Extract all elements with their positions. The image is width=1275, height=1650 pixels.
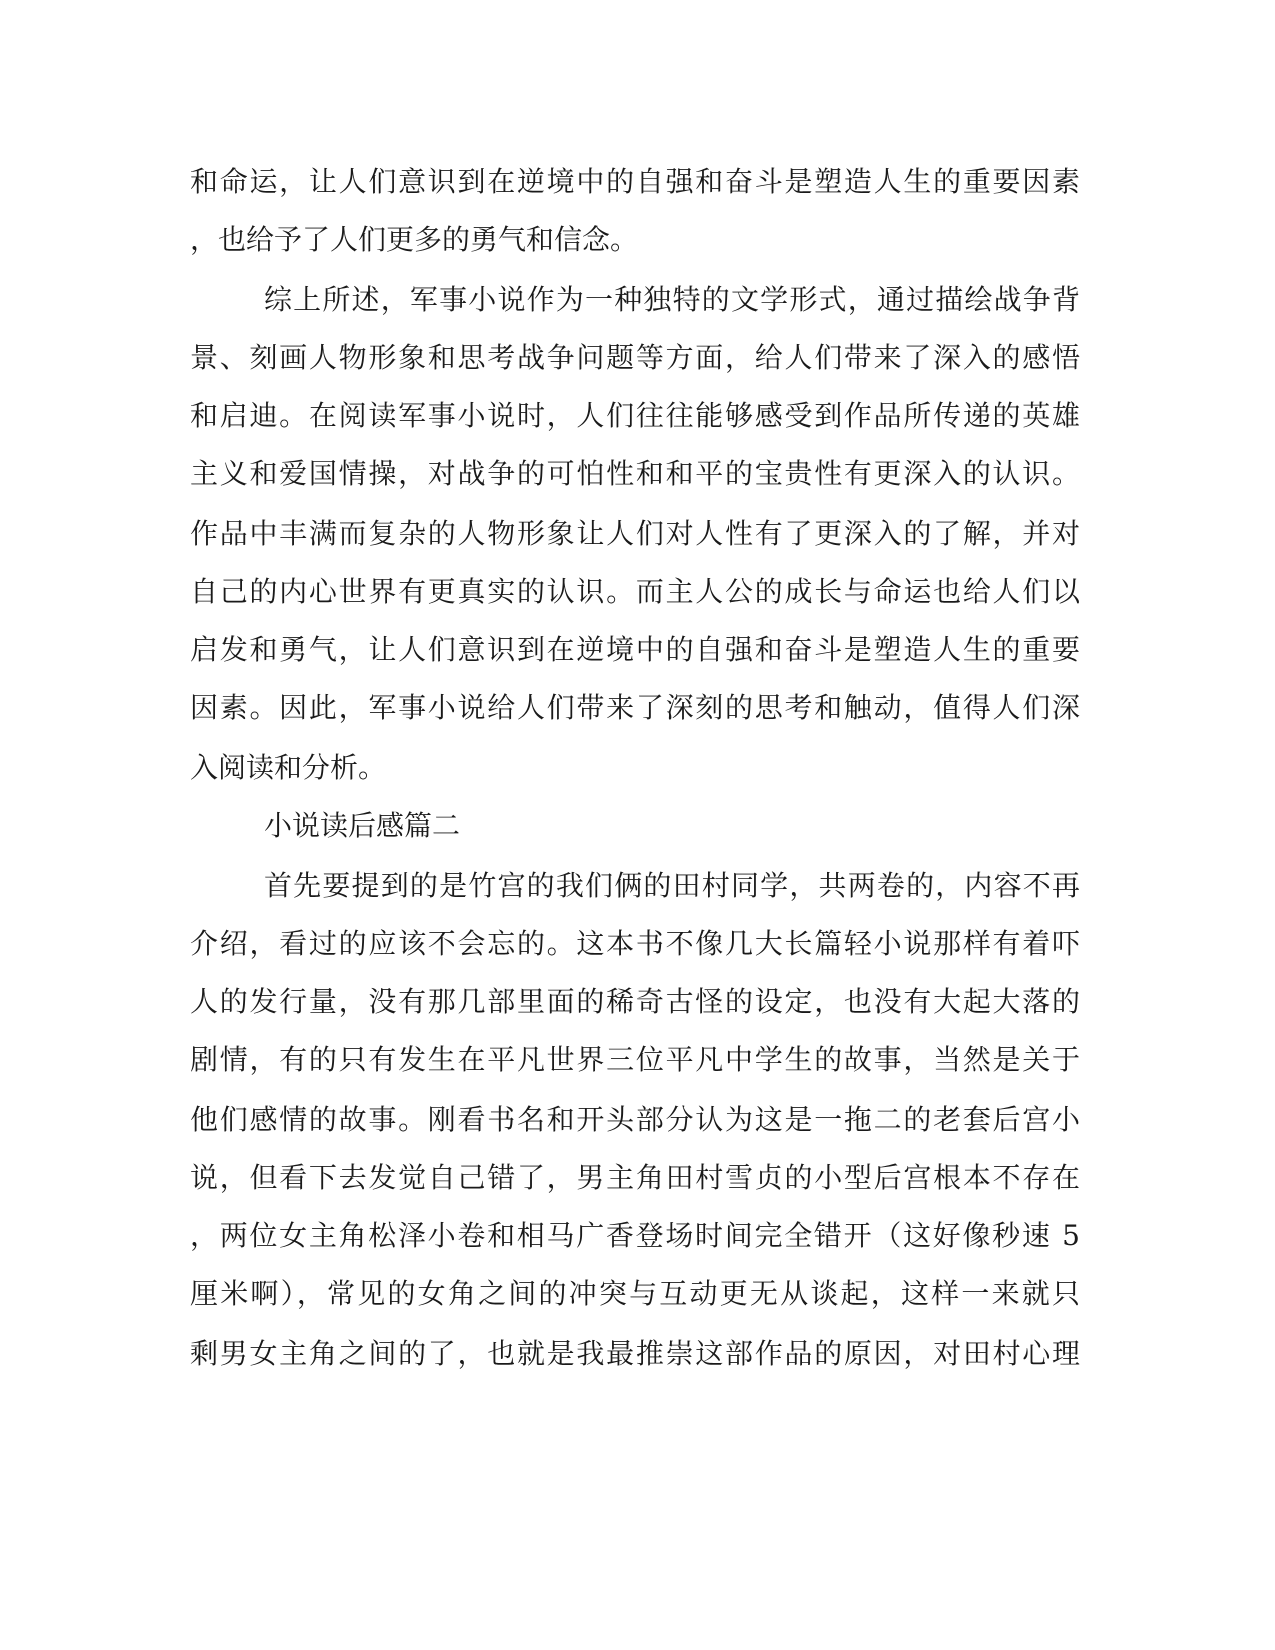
text-line: 说，但看下去发觉自己错了，男主角田村雪贞的小型后宫根本不存在 xyxy=(190,1161,1080,1194)
text-line: 入阅读和分析。 xyxy=(190,751,387,784)
paragraph-first-line: 综上所述，军事小说作为一种独特的文学形式，通过描绘战争背 xyxy=(264,283,1080,316)
text-line: ，两位女主角松泽小卷和相马广香登场时间完全错开（这好像秒速 5 xyxy=(190,1219,1080,1252)
text-line: 剩男女主角之间的了，也就是我最推崇这部作品的原因，对田村心理 xyxy=(190,1337,1080,1370)
text-line: 因素。因此，军事小说给人们带来了深刻的思考和触动，值得人们深 xyxy=(190,691,1080,724)
text-line: ，也给予了人们更多的勇气和信念。 xyxy=(190,223,639,256)
text-line: 自己的内心世界有更真实的认识。而主人公的成长与命运也给人们以 xyxy=(190,575,1080,608)
text-line: 景、刻画人物形象和思考战争问题等方面，给人们带来了深入的感悟 xyxy=(190,341,1080,374)
text-line: 启发和勇气，让人们意识到在逆境中的自强和奋斗是塑造人生的重要 xyxy=(190,633,1080,666)
text-line: 介绍，看过的应该不会忘的。这本书不像几大长篇轻小说那样有着吓 xyxy=(190,927,1080,960)
text-line: 主义和爱国情操，对战争的可怕性和和平的宝贵性有更深入的认识。 xyxy=(190,457,1080,490)
text-line: 他们感情的故事。刚看书名和开头部分认为这是一拖二的老套后宫小 xyxy=(190,1103,1080,1136)
paragraph-first-line: 首先要提到的是竹宫的我们俩的田村同学，共两卷的，内容不再 xyxy=(264,869,1080,902)
text-line: 和命运，让人们意识到在逆境中的自强和奋斗是塑造人生的重要因素 xyxy=(190,165,1080,198)
text-line: 和启迪。在阅读军事小说时，人们往往能够感受到作品所传递的英雄 xyxy=(190,399,1080,432)
text-line: 剧情，有的只有发生在平凡世界三位平凡中学生的故事，当然是关于 xyxy=(190,1043,1080,1076)
text-line: 作品中丰满而复杂的人物形象让人们对人性有了更深入的了解，并对 xyxy=(190,517,1080,550)
text-line: 厘米啊），常见的女角之间的冲突与互动更无从谈起，这样一来就只 xyxy=(190,1277,1080,1310)
section-heading: 小说读后感篇二 xyxy=(264,809,461,842)
text-line: 人的发行量，没有那几部里面的稀奇古怪的设定，也没有大起大落的 xyxy=(190,985,1080,1018)
